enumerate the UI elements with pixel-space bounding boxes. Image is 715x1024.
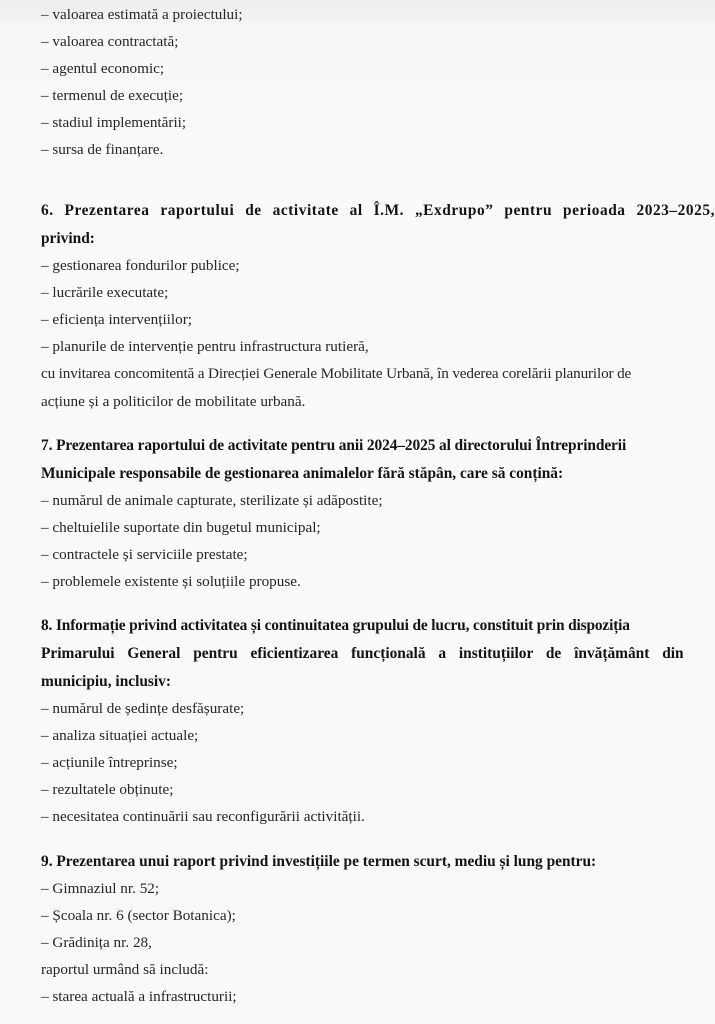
list-item: – starea actuală a infrastructurii; — [41, 988, 237, 1005]
list-item: – termenul de execuție; — [41, 87, 184, 104]
list-item: – stadiul implementării; — [41, 114, 187, 131]
list-item: – gestionarea fondurilor publice; — [41, 257, 240, 274]
list-item: – lucrările executate; — [41, 284, 169, 301]
section-7-heading-cont: Municipale responsabile de gestionarea animalelor fără stăpân, care să conțină: — [41, 465, 564, 482]
list-item: – analiza situației actuale; — [41, 727, 199, 744]
section-7-heading: 7. Prezentarea raportului de activitate pentru anii 2024–2025 al directorului Întreprinderii — [41, 437, 627, 454]
section-6-heading — [41, 201, 715, 220]
list-item: – numărul de animale capturate, sterilizate și adăpostite; — [41, 492, 383, 509]
section-8-heading-cont2: municipiu, inclusiv: — [41, 673, 172, 690]
list-item: – valoarea contractată; — [41, 33, 179, 50]
section-8-heading: 8. Informație privind activitatea și continuitatea grupului de lucru, constituit prin dispoziția — [41, 617, 630, 634]
list-item: – agentul economic; — [41, 60, 165, 77]
list-item: – Școala nr. 6 (sector Botanica); — [41, 907, 236, 924]
list-item: – Grădinița nr. 28, — [41, 934, 152, 951]
section-8-heading-text: Primarului General pentru eficientizarea funcțională a instituțiilor de învățământ din — [41, 645, 684, 662]
list-item: – problemele existente și soluțiile propuse. — [41, 573, 301, 590]
list-item: – numărul de ședințe desfășurate; — [41, 700, 245, 717]
list-item: – necesitatea continuării sau reconfigurării activității. — [41, 808, 365, 825]
list-item: – sursa de finanțare. — [41, 141, 164, 158]
section-6-closing-cont: acțiune și a politicilor de mobilitate urbană. — [41, 393, 306, 410]
section-6-closing: cu invitarea concomitentă a Direcției Generale Mobilitate Urbană, în vederea corelării planurilor de — [41, 365, 632, 382]
section-6-heading-text: 6. Prezentarea raportului de activitate al Î.M. „Exdrupo” pentru perioada 2023–2025, — [41, 202, 715, 219]
section-9-heading: 9. Prezentarea unui raport privind investițiile pe termen scurt, mediu și lung pentru: — [41, 853, 597, 870]
section-6-heading-cont: privind: — [41, 230, 95, 247]
list-item: – planurile de intervenție pentru infrastructura rutieră, — [41, 338, 369, 355]
section-8-heading-cont — [41, 644, 684, 663]
list-item: – valoarea estimată a proiectului; — [41, 6, 243, 23]
section-9-closing: raportul urmând să includă: — [41, 961, 209, 978]
list-item: – eficiența intervențiilor; — [41, 311, 192, 328]
list-item: – acțiunile întreprinse; — [41, 754, 178, 771]
list-item: – rezultatele obținute; — [41, 781, 174, 798]
list-item: – Gimnaziul nr. 52; — [41, 880, 160, 897]
list-item: – cheltuielile suportate din bugetul municipal; — [41, 519, 321, 536]
list-item: – contractele și serviciile prestate; — [41, 546, 248, 563]
